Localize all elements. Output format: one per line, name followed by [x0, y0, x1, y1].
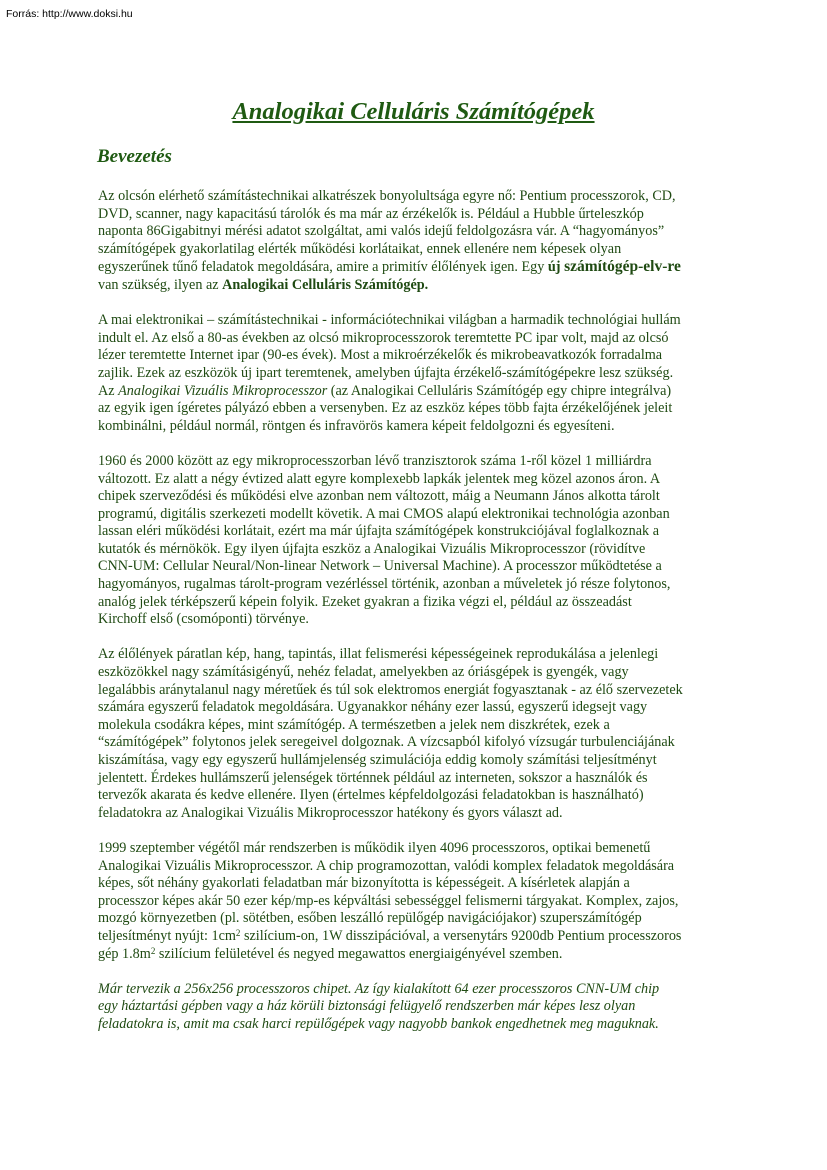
text-line: egy háztartási gépben vagy a ház körüli biztonsági felügyelő rendszerben már képes lesz olyan — [98, 998, 636, 1015]
text-line: naponta 86Gigabitnyi mérési adatot szolgáltat, ami valós idejű feldolgozásra vár. A “hagyományos” — [98, 223, 665, 240]
paragraph-4 — [98, 646, 730, 822]
text-line: számára egyszerű feladatok megoldására. Ugyanakkor néhány ezer lassú, egyszerű idegsejt vagy — [98, 699, 648, 716]
document-title: Analogikai Celluláris Számítógépek — [232, 98, 595, 125]
document-body — [98, 188, 730, 1051]
paragraph-5 — [98, 840, 730, 963]
text-line: képes, sőt néhány gyakorlati feladatban már bizonyította is képességeit. A kísérletek alapján a — [98, 875, 630, 892]
text-line: processzor képes akár 50 ezer kép/mp-es képváltási sebességgel felismerni tárgyakat. Komplex, zajos, — [98, 892, 679, 909]
text-line: teljesítményt nyújt: 1cm — [98, 927, 236, 944]
text-line: chipek szerveződési és működési elve azonban nem változott, máig a Neumann János alkotta tárolt — [98, 488, 660, 505]
bold-text: új — [547, 259, 561, 276]
text-line: gép 1.8m — [98, 945, 151, 962]
text-line: legalábbis aránytalanul nagy méretűek és túl sok elektromos energiát fogyasztanak - az élő szervezetek — [98, 681, 683, 698]
text-line: Analogikai Vizuális Mikroprocesszor. A chip programozottan, valódi komplex feladatok megoldására — [98, 857, 675, 874]
text-line: DVD, scanner, nagy kapacitású tárolók és ma már az érzékelők is. Például a Hubble űrteleszkóp — [98, 205, 644, 222]
text-line: szilícium-on, 1W disszipációval, a versenytárs 9200db Pentium processzoros — [240, 927, 682, 944]
superscript: 2 — [235, 927, 241, 938]
text-line: eszközökkel nagy számításigényű, nehéz feladat, amelyekben az óriásgépek is gyengék, vagy — [98, 664, 629, 681]
text-line: hagyományos, rugalmas tárolt-program vezérléssel történik, azonban a műveletek jó része folytonos, — [98, 576, 671, 593]
text-line: kiszámítása, vagy egy egyszerű hullámjelenség szimulációja eddig komoly számítási teljesítményt — [98, 752, 657, 768]
text-line: feladatokra az Analogikai Vizuális Mikroprocesszor hatékony és gyors választ ad. — [98, 804, 563, 821]
text-line: változott. Ez alatt a négy évtized alatt egyre komplexebb lapkák jelentek meg közel azonos áron. A — [98, 470, 661, 487]
text-line: analóg jelek térképszerű képein folyik. Ezeket gyakran a fizika végzi el, például az összeadást — [98, 593, 632, 610]
text-line: 1999 szeptember végétől már rendszerben is működik ilyen 4096 processzoros, optikai bemenetű — [98, 839, 651, 856]
paragraph-6 — [98, 981, 730, 1034]
paragraph-3 — [98, 453, 730, 629]
text-line: zajlik. Ezek az eszközök új ipart teremtenek, amelyben újfajta érzékelő-számítógépekre lesz szükség. — [98, 364, 674, 381]
section-heading: Bevezetés — [97, 146, 172, 167]
text-line: tervezők akarata és kedve ellenére. Ilyen (értelmes képfeldolgozási feladatokban is használható) — [98, 787, 644, 804]
text-line: (az Analogikai Celluláris Számítógép egy chipre integrálva) — [327, 382, 672, 399]
text-line: feladatokra is, amit ma csak harci repülőgépek vagy nagyobb bankok engedhetnek meg maguknak. — [98, 1015, 659, 1032]
text-line: mozgó környezetben (pl. sötétben, esőben leszálló repülőgép navigációjakor) szuperszámítógép — [98, 910, 642, 927]
text-line: Az — [98, 382, 119, 399]
text-line: Már tervezik a 256x256 processzoros chipet. Az így kialakított 64 ezer processzoros CNN-UM chip — [98, 980, 660, 997]
text-line: szilícium felületével és negyed megawattos energiaigényével szemben. — [155, 945, 563, 962]
source-line: Forrás: http://www.doksi.hu — [6, 8, 133, 20]
text-line: Az olcsón elérhető számítástechnikai alkatrészek bonyolultsága egyre nő: Pentium processzorok, CD, — [98, 188, 676, 204]
text-line: A mai elektronikai – számítástechnikai - információtechnikai világban a harmadik technológiai hullám — [98, 312, 681, 329]
bold-text: Analogikai Celluláris Számítógép. — [222, 276, 429, 293]
text-line: indult el. Az első a 80-as években az olcsó mikroprocesszorok teremtette PC ipar volt, majd az olcsó — [98, 329, 669, 346]
text-line: “számítógépek” folytonos jelek seregeivel dolgoznak. A vízcsapból kifolyó vízsugár turbulenciájának — [98, 734, 675, 751]
text-line: számítógépek gyakorlatilag elérték működési korlátaikat, ennek ellenére nem képesek olyan — [98, 240, 622, 257]
text-line: lassan eléri működési korlátait, ezért ma már újfajta számítógépek konstrukciójával foglalkoznak a — [98, 523, 659, 540]
text-line: Az élőlények páratlan kép, hang, tapintás, illat felismerési képességeinek reprodukálása a jelenlegi — [98, 646, 659, 663]
text-line: jelentett. Érdekes hullámszerű jelenségek történnek például az interneten, sokszor a használók és — [98, 769, 648, 786]
text-line: programú, digitális szerkezeti modellt követik. A mai CMOS alapú elektronikai technológia azonban — [98, 505, 670, 522]
superscript: 2 — [150, 945, 156, 956]
bold-text: számítógép-elv-re — [564, 258, 681, 276]
paragraph-2 — [98, 312, 730, 435]
italic-text: Analogikai Vizuális Mikroprocesszor — [118, 382, 328, 399]
text-line: 1960 és 2000 között az egy mikroprocesszorban lévő tranzisztorok száma 1-ről közel 1 milliárdra — [98, 452, 652, 469]
text-line: az egyik igen ígéretes pályázó ebben a versenyben. Ez az eszköz képes több fajta érzékelőjének jeleit — [98, 400, 673, 417]
text-line: kutatók és mérnökök. Egy ilyen újfajta eszköz a Analogikai Vizuális Mikroprocesszor (rövidítve — [98, 540, 646, 557]
paragraph-1 — [98, 188, 730, 295]
text-line: kombinálni, például normál, röntgen és infravörös kamera képeit feldolgozni és egyesíteni. — [98, 417, 615, 434]
text-line: lézer teremtette Internet ipar (90-es évek). Most a mikroérzékelők és mikrobeavatkozók forradalma — [98, 347, 663, 364]
text-line: van szükség, ilyen az — [98, 276, 223, 293]
text-line: Kirchoff első (csomóponti) törvénye. — [98, 611, 309, 628]
text-line: CNN-UM: Cellular Neural/Non-linear Network – Universal Machine). A processzor működtetése a — [98, 558, 662, 575]
text-line: egyszerűnek tűnő feladatok megoldására, amire a primitív élőlények igen. Egy — [98, 259, 548, 276]
text-line: molekula csodákra képes, mint számítógép. A természetben a jelek nem diszkrétek, ezek a — [98, 716, 610, 733]
